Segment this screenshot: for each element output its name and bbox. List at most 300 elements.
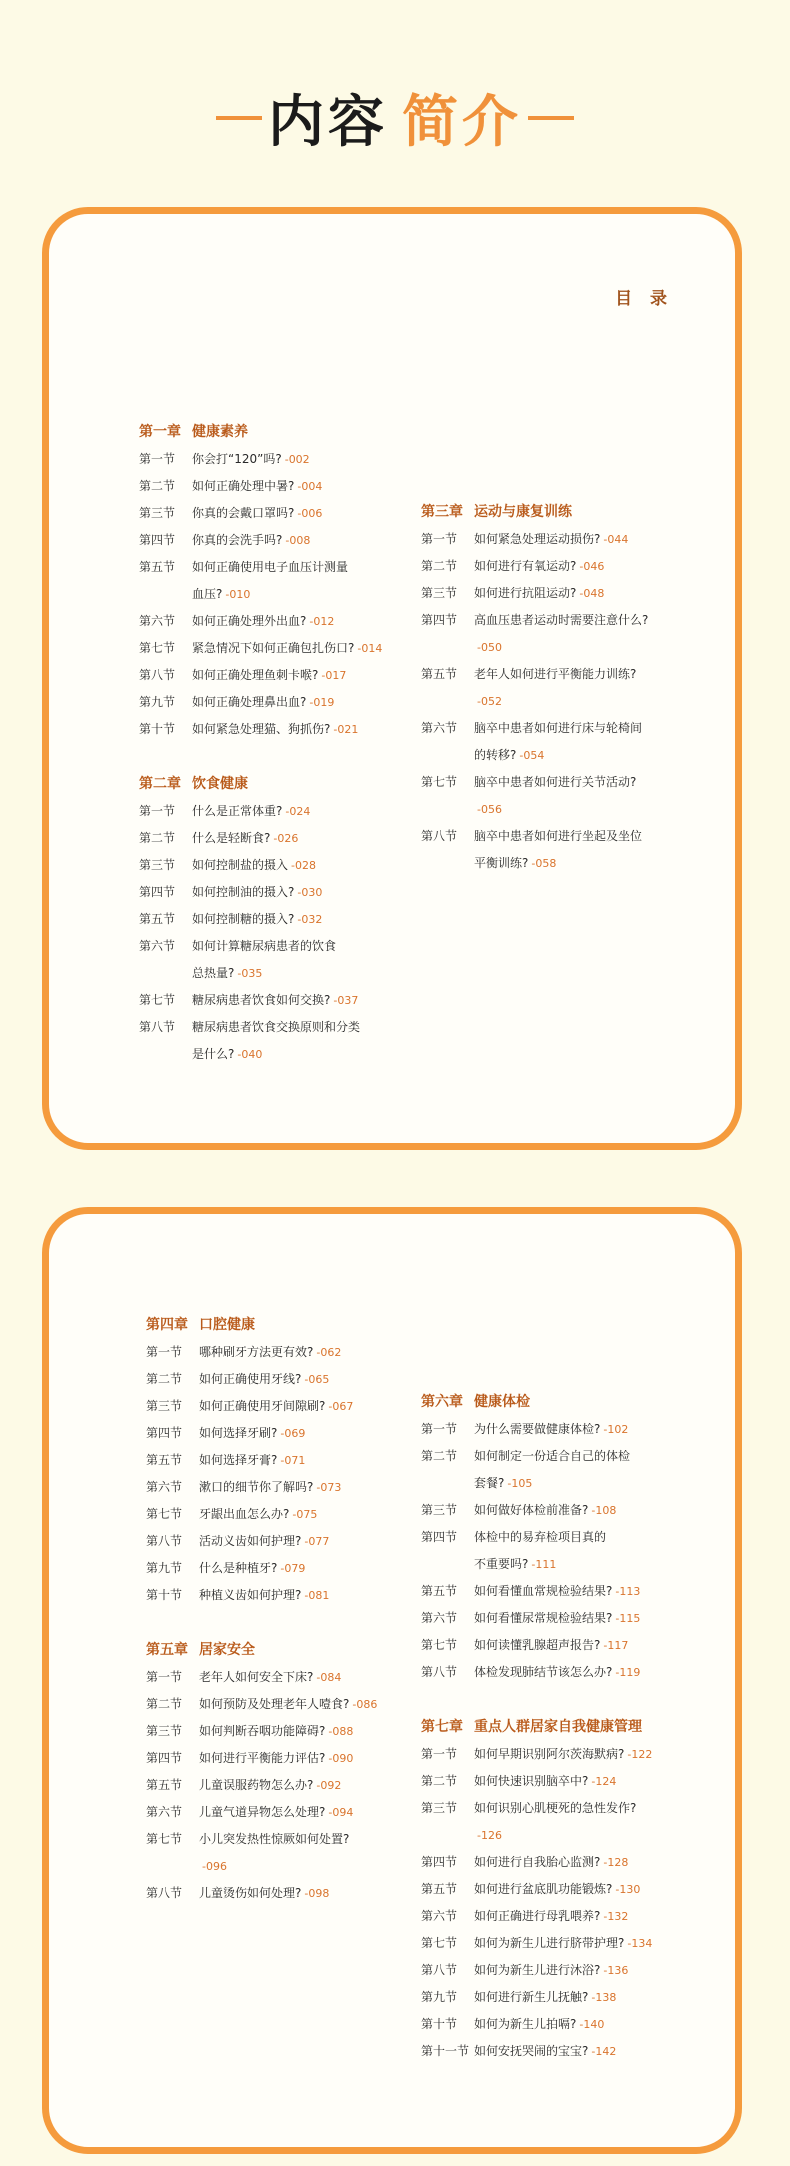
section-title-line xyxy=(474,607,686,634)
section-title xyxy=(474,580,686,607)
page-number: -065 xyxy=(304,1373,330,1386)
section-title-line xyxy=(199,1582,408,1609)
chapter-number: 第六章 xyxy=(421,1394,463,1410)
section-title xyxy=(199,1339,408,1366)
toc-entry[interactable] xyxy=(139,716,399,743)
page-number: -035 xyxy=(237,967,263,980)
page-number: -108 xyxy=(591,1504,617,1517)
section-title-line xyxy=(192,635,399,662)
section-title-text: 脑卒中患者如何进行关节活动? xyxy=(474,775,637,789)
section-title xyxy=(474,1795,696,1849)
section-title xyxy=(474,1659,696,1686)
section-title-line xyxy=(474,2011,696,2038)
section-number: 第十节 xyxy=(421,2017,458,2031)
section-title-text: 如何选择牙膏? xyxy=(199,1453,278,1467)
section-number: 第五节 xyxy=(139,912,176,926)
toc-entry[interactable] xyxy=(421,1416,696,1443)
chapter-title: 口腔健康 xyxy=(199,1317,255,1333)
section-title-line xyxy=(474,1822,696,1849)
section-title-text: 不重要吗? xyxy=(474,1557,529,1571)
section-title-line xyxy=(192,473,399,500)
page-number: -117 xyxy=(603,1639,629,1652)
toc-entry[interactable] xyxy=(421,1930,696,1957)
section-title-line xyxy=(192,662,399,689)
toc-entry[interactable] xyxy=(139,500,399,527)
section-title-text: 糖尿病患者饮食如何交换? xyxy=(192,993,331,1007)
section-title-text: 血压? xyxy=(192,587,223,601)
section-title-text: 如何判断吞咽功能障碍? xyxy=(199,1724,326,1738)
chapter-title: 健康体检 xyxy=(474,1394,530,1410)
section-title-text: 如何快速识别脑卒中? xyxy=(474,1774,589,1788)
page-number: -098 xyxy=(304,1887,330,1900)
chapter-heading[interactable] xyxy=(146,1637,408,1664)
toc-entry[interactable] xyxy=(139,852,399,879)
section-number: 第五节 xyxy=(421,667,458,681)
section-title xyxy=(199,1474,408,1501)
chapter-heading[interactable] xyxy=(421,499,686,526)
page-number: -032 xyxy=(297,913,323,926)
toc-entry[interactable] xyxy=(146,1664,408,1691)
page-number: -048 xyxy=(579,587,605,600)
toc-entry[interactable] xyxy=(139,933,399,987)
toc-entry[interactable] xyxy=(146,1501,408,1528)
section-title-line xyxy=(474,1741,696,1768)
section-title-text: 套餐? xyxy=(474,1476,505,1490)
section-title-text: 如何控制油的摄入? xyxy=(192,885,295,899)
toc-column-right xyxy=(421,499,686,877)
section-title-text: 如何制定一份适合自己的体检 xyxy=(474,1449,631,1463)
chapter-heading[interactable] xyxy=(146,1312,408,1339)
section-title-text: 如何紧急处理运动损伤? xyxy=(474,532,601,546)
toc-entry[interactable] xyxy=(139,635,399,662)
section-title-line xyxy=(474,1984,696,2011)
toc-card-1 xyxy=(42,207,742,1150)
section-number: 第五节 xyxy=(146,1778,183,1792)
section-title-line xyxy=(192,581,399,608)
section-title xyxy=(474,1903,696,1930)
section-title xyxy=(192,554,399,608)
section-number: 第一节 xyxy=(421,1422,458,1436)
section-title-text: 种植义齿如何护理? xyxy=(199,1588,302,1602)
page-number: -128 xyxy=(603,1856,629,1869)
page-number: -102 xyxy=(603,1423,629,1436)
page-number: -124 xyxy=(591,1775,617,1788)
toc-entry[interactable] xyxy=(139,689,399,716)
section-title-text: 如何控制糖的摄入? xyxy=(192,912,295,926)
section-title xyxy=(474,2011,696,2038)
toc-entry[interactable] xyxy=(146,1718,408,1745)
section-title xyxy=(192,906,399,933)
section-title-line xyxy=(474,1416,696,1443)
toc-entry[interactable] xyxy=(421,607,686,661)
toc-entry[interactable] xyxy=(139,554,399,608)
chapter-heading[interactable] xyxy=(421,1714,696,1741)
section-number: 第八节 xyxy=(146,1534,183,1548)
section-title-line xyxy=(474,553,686,580)
section-title xyxy=(474,1416,696,1443)
section-title xyxy=(474,1984,696,2011)
page-number: -040 xyxy=(237,1048,263,1061)
chapter-number: 第五章 xyxy=(146,1642,188,1658)
section-number: 第四节 xyxy=(139,533,176,547)
section-title-line xyxy=(199,1745,408,1772)
section-title xyxy=(474,1957,696,1984)
toc-entry[interactable] xyxy=(139,473,399,500)
section-title xyxy=(199,1582,408,1609)
toc-entry[interactable] xyxy=(421,769,686,823)
section-title xyxy=(474,1524,696,1578)
section-title-line xyxy=(474,823,686,850)
section-title-line xyxy=(199,1664,408,1691)
toc-entry[interactable] xyxy=(421,1849,696,1876)
section-title-line xyxy=(192,933,399,960)
section-title xyxy=(199,1555,408,1582)
toc-entry[interactable] xyxy=(421,1795,696,1849)
section-number: 第六节 xyxy=(421,1611,458,1625)
toc-entry[interactable] xyxy=(421,580,686,607)
toc-entry[interactable] xyxy=(139,527,399,554)
toc-entry[interactable] xyxy=(146,1880,408,1907)
page-number: -017 xyxy=(321,669,347,682)
section-number: 第六节 xyxy=(421,721,458,735)
left-dash xyxy=(216,116,262,120)
section-title xyxy=(474,1768,696,1795)
toc-entry[interactable] xyxy=(146,1745,408,1772)
section-number: 第四节 xyxy=(146,1426,183,1440)
toc-entry[interactable] xyxy=(139,798,399,825)
section-title-text: 如何进行自我胎心监测? xyxy=(474,1855,601,1869)
page-number: -134 xyxy=(627,1937,653,1950)
page-number: -067 xyxy=(328,1400,354,1413)
section-title xyxy=(199,1799,408,1826)
section-title xyxy=(199,1420,408,1447)
section-number: 第八节 xyxy=(421,1963,458,1977)
toc-entry[interactable] xyxy=(146,1474,408,1501)
section-title-line xyxy=(474,1768,696,1795)
page-number: -028 xyxy=(291,859,316,872)
section-title xyxy=(192,716,399,743)
toc-entry[interactable] xyxy=(146,1366,408,1393)
section-title-line xyxy=(192,906,399,933)
toc-entry[interactable] xyxy=(146,1826,408,1880)
chapter-title: 健康素养 xyxy=(192,424,248,440)
section-title-line xyxy=(199,1339,408,1366)
section-title-line xyxy=(199,1853,408,1880)
section-number: 第二节 xyxy=(421,1449,458,1463)
toc-entry[interactable] xyxy=(139,825,399,852)
page-number: -088 xyxy=(328,1725,354,1738)
toc-entry[interactable] xyxy=(421,1497,696,1524)
toc-entry[interactable] xyxy=(421,1984,696,2011)
page-number: -094 xyxy=(328,1806,354,1819)
toc-entry[interactable] xyxy=(421,1632,696,1659)
section-number: 第六节 xyxy=(146,1805,183,1819)
section-title-text: 什么是正常体重? xyxy=(192,804,283,818)
page-number: -119 xyxy=(615,1666,641,1679)
toc-entry[interactable] xyxy=(421,1876,696,1903)
chapter-gap xyxy=(421,1686,696,1714)
page-number: -138 xyxy=(591,1991,617,2004)
toc-entry[interactable] xyxy=(139,1014,399,1068)
toc-entry[interactable] xyxy=(139,446,399,473)
section-title-text: 如何看懂血常规检验结果? xyxy=(474,1584,613,1598)
section-number: 第九节 xyxy=(421,1990,458,2004)
section-title-text: 体检发现肺结节该怎么办? xyxy=(474,1665,613,1679)
section-title-text: 如何紧急处理猫、狗抓伤? xyxy=(192,722,331,736)
page-number: -014 xyxy=(357,642,383,655)
toc-entry[interactable] xyxy=(421,2011,696,2038)
section-title-text: 什么是轻断食? xyxy=(192,831,271,845)
section-title xyxy=(192,798,399,825)
section-title-line xyxy=(192,960,399,987)
section-title-line xyxy=(474,1795,696,1822)
toc-card-2 xyxy=(42,1207,742,2154)
section-number: 第一节 xyxy=(421,1747,458,1761)
toc-entry[interactable] xyxy=(421,1768,696,1795)
section-title-text: 如何正确使用牙线? xyxy=(199,1372,302,1386)
toc-entry[interactable] xyxy=(421,823,686,877)
toc-entry[interactable] xyxy=(146,1420,408,1447)
toc-entry[interactable] xyxy=(421,1659,696,1686)
section-title-line xyxy=(199,1474,408,1501)
toc-entry[interactable] xyxy=(421,1741,696,1768)
section-title-text: 你真的会洗手吗? xyxy=(192,533,283,547)
section-title xyxy=(192,500,399,527)
section-number: 第六节 xyxy=(139,614,176,628)
page-number: -050 xyxy=(477,641,502,654)
toc-entry[interactable] xyxy=(139,662,399,689)
toc-entry[interactable] xyxy=(421,1524,696,1578)
toc-entry[interactable] xyxy=(421,2038,696,2065)
title-orange: 简介 xyxy=(402,89,522,155)
section-title-text: 老年人如何进行平衡能力训练? xyxy=(474,667,637,681)
section-number: 第五节 xyxy=(139,560,176,574)
section-number: 第七节 xyxy=(421,1638,458,1652)
section-title xyxy=(192,825,399,852)
section-title xyxy=(474,2038,696,2065)
section-title xyxy=(474,1605,696,1632)
section-title-text: 儿童气道异物怎么处理? xyxy=(199,1805,326,1819)
section-title xyxy=(192,527,399,554)
toc-entry[interactable] xyxy=(421,553,686,580)
page-number: -111 xyxy=(531,1558,557,1571)
toc-entry[interactable] xyxy=(146,1393,408,1420)
toc-entry[interactable] xyxy=(146,1582,408,1609)
section-title-line xyxy=(192,500,399,527)
section-title-line xyxy=(474,796,686,823)
section-title-line xyxy=(199,1501,408,1528)
section-title xyxy=(474,1849,696,1876)
page-number: -126 xyxy=(477,1829,502,1842)
section-number: 第十节 xyxy=(146,1588,183,1602)
section-title-text: 如何进行有氧运动? xyxy=(474,559,577,573)
section-title-text: 如何计算糖尿病患者的饮食 xyxy=(192,939,337,953)
section-title xyxy=(199,1501,408,1528)
page-number: -079 xyxy=(280,1562,306,1575)
section-title-text: 的转移? xyxy=(474,748,517,762)
section-title-text: 如何正确进行母乳喂养? xyxy=(474,1909,601,1923)
section-title-line xyxy=(199,1555,408,1582)
section-title-line xyxy=(199,1826,408,1853)
chapter-heading[interactable] xyxy=(139,771,399,798)
page-number: -113 xyxy=(615,1585,641,1598)
section-title-text: 如何做好体检前准备? xyxy=(474,1503,589,1517)
section-title-text: 你会打“120”吗? xyxy=(192,452,282,466)
section-number: 第七节 xyxy=(146,1507,183,1521)
section-title-line xyxy=(474,1605,696,1632)
section-title-line xyxy=(199,1393,408,1420)
section-title-line xyxy=(199,1528,408,1555)
toc-entry[interactable] xyxy=(139,608,399,635)
toc-entry[interactable] xyxy=(421,661,686,715)
section-title xyxy=(192,987,399,1014)
section-title-line xyxy=(474,1876,696,1903)
section-title-text: 如何正确处理中暑? xyxy=(192,479,295,493)
page-number: -046 xyxy=(579,560,605,573)
page-number: -030 xyxy=(297,886,323,899)
toc-entry[interactable] xyxy=(139,987,399,1014)
section-title xyxy=(199,1772,408,1799)
section-number: 第四节 xyxy=(421,1855,458,1869)
section-title-line xyxy=(474,1497,696,1524)
section-title-text: 如何进行盆底肌功能锻炼? xyxy=(474,1882,613,1896)
section-number: 第四节 xyxy=(421,1530,458,1544)
toc-entry[interactable] xyxy=(421,1957,696,1984)
page-number: -081 xyxy=(304,1589,330,1602)
section-title-text: 如何正确处理鱼刺卡喉? xyxy=(192,668,319,682)
section-title xyxy=(199,1718,408,1745)
toc-entry[interactable] xyxy=(421,526,686,553)
section-title xyxy=(199,1745,408,1772)
toc-entry[interactable] xyxy=(146,1691,408,1718)
toc-entry[interactable] xyxy=(421,1443,696,1497)
section-number: 第七节 xyxy=(139,641,176,655)
section-number: 第三节 xyxy=(421,586,458,600)
section-number: 第一节 xyxy=(421,532,458,546)
section-title-text: 如何进行平衡能力评估? xyxy=(199,1751,326,1765)
toc-entry[interactable] xyxy=(146,1799,408,1826)
section-title xyxy=(474,823,686,877)
section-number: 第五节 xyxy=(146,1453,183,1467)
section-title-line xyxy=(474,850,686,877)
section-number: 第三节 xyxy=(139,506,176,520)
section-title-text: 如何进行新生儿抚触? xyxy=(474,1990,589,2004)
section-title xyxy=(474,526,686,553)
section-title xyxy=(474,1876,696,1903)
page-number: -069 xyxy=(280,1427,306,1440)
section-number: 第七节 xyxy=(146,1832,183,1846)
section-title-text: 如何早期识别阿尔茨海默病? xyxy=(474,1747,625,1761)
page-number: -010 xyxy=(225,588,251,601)
page-number: -132 xyxy=(603,1910,629,1923)
page-number: -077 xyxy=(304,1535,330,1548)
section-title-line xyxy=(199,1718,408,1745)
section-title-line xyxy=(474,769,686,796)
section-number: 第四节 xyxy=(146,1751,183,1765)
page-number: -004 xyxy=(297,480,323,493)
section-title-text: 什么是种植牙? xyxy=(199,1561,278,1575)
toc-entry[interactable] xyxy=(146,1339,408,1366)
section-title-line xyxy=(474,661,686,688)
toc-title: 目 录 xyxy=(615,289,673,309)
section-number: 第二节 xyxy=(146,1697,183,1711)
toc-entry[interactable] xyxy=(421,1605,696,1632)
page-number: -019 xyxy=(309,696,335,709)
section-number: 第二节 xyxy=(139,831,176,845)
section-title xyxy=(474,1578,696,1605)
section-number: 第三节 xyxy=(421,1503,458,1517)
toc-entry[interactable] xyxy=(421,1578,696,1605)
chapter-title: 重点人群居家自我健康管理 xyxy=(474,1719,642,1735)
section-title-line xyxy=(199,1772,408,1799)
section-title-text: 儿童误服药物怎么办? xyxy=(199,1778,314,1792)
section-title-line xyxy=(192,554,399,581)
chapter-title: 运动与康复训练 xyxy=(474,504,572,520)
page-number: -136 xyxy=(603,1964,629,1977)
toc-entry[interactable] xyxy=(146,1772,408,1799)
section-title-text: 哪种刷牙方法更有效? xyxy=(199,1345,314,1359)
section-title-line xyxy=(474,1903,696,1930)
page-number: -142 xyxy=(591,2045,617,2058)
toc-entry[interactable] xyxy=(146,1447,408,1474)
toc-entry[interactable] xyxy=(421,1903,696,1930)
section-number: 第一节 xyxy=(139,804,176,818)
section-title-text: 如何进行抗阻运动? xyxy=(474,586,577,600)
toc-entry[interactable] xyxy=(146,1555,408,1582)
section-number: 第五节 xyxy=(421,1584,458,1598)
toc-entry[interactable] xyxy=(146,1528,408,1555)
page-number: -086 xyxy=(352,1698,378,1711)
section-title-text: 如何控制盐的摄入 xyxy=(192,858,289,872)
section-title-text: 高血压患者运动时需要注意什么? xyxy=(474,613,649,627)
chapter-heading[interactable] xyxy=(139,419,399,446)
section-title-text: 是什么? xyxy=(192,1047,235,1061)
section-title-text: 总热量? xyxy=(192,966,235,980)
chapter-gap xyxy=(146,1609,408,1637)
section-title-text: 平衡训练? xyxy=(474,856,529,870)
chapter-heading[interactable] xyxy=(421,1389,696,1416)
section-number: 第五节 xyxy=(421,1882,458,1896)
section-title-line xyxy=(474,715,686,742)
section-title-text: 如何选择牙刷? xyxy=(199,1426,278,1440)
section-title xyxy=(192,608,399,635)
toc-entry[interactable] xyxy=(421,715,686,769)
section-title xyxy=(474,1497,696,1524)
section-title-line xyxy=(474,1632,696,1659)
page-number: -044 xyxy=(603,533,629,546)
section-title xyxy=(474,715,686,769)
section-number: 第四节 xyxy=(139,885,176,899)
page-number: -092 xyxy=(316,1779,342,1792)
section-title xyxy=(192,446,399,473)
section-title-line xyxy=(192,1014,399,1041)
page-number: -037 xyxy=(333,994,359,1007)
section-title-line xyxy=(474,1578,696,1605)
section-title-text: 儿童烫伤如何处理? xyxy=(199,1886,302,1900)
section-number: 第二节 xyxy=(146,1372,183,1386)
section-title xyxy=(199,1447,408,1474)
section-title-line xyxy=(192,608,399,635)
section-title xyxy=(474,1632,696,1659)
toc-entry[interactable] xyxy=(139,879,399,906)
section-title-text: 如何看懂尿常规检验结果? xyxy=(474,1611,613,1625)
section-title-text: 如何为新生儿进行脐带护理? xyxy=(474,1936,625,1950)
section-title xyxy=(192,933,399,987)
section-title-line xyxy=(199,1799,408,1826)
section-title xyxy=(199,1366,408,1393)
toc-entry[interactable] xyxy=(139,906,399,933)
section-number: 第三节 xyxy=(146,1399,183,1413)
